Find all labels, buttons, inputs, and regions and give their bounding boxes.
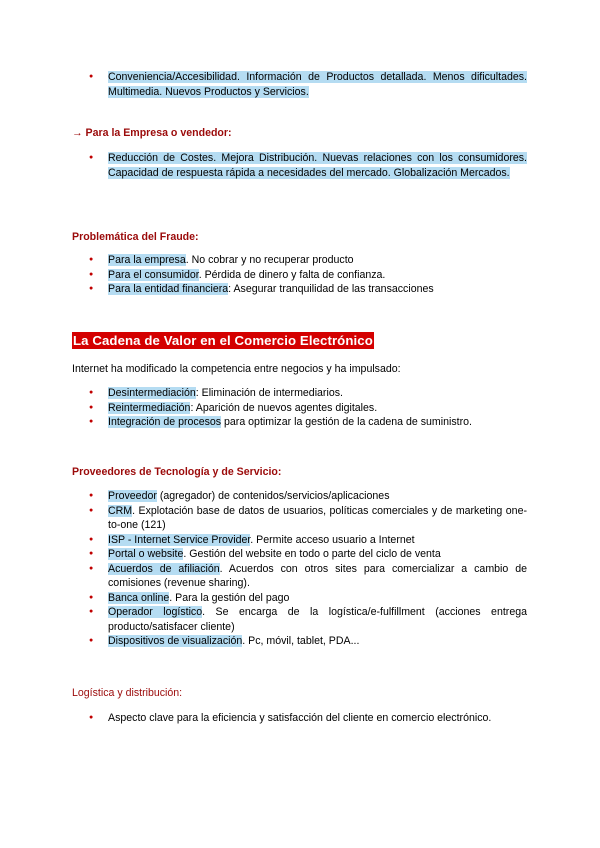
- item-text: : Aparición de nuevos agentes digitales.: [190, 401, 378, 414]
- list-item: [72, 268, 527, 283]
- highlighted-term: Dispositivos de visualización: [108, 635, 243, 647]
- item-text: Aspecto clave para la eficiencia y satisfacción del cliente en comercio electrónico.: [108, 712, 492, 724]
- list-item: [72, 489, 527, 504]
- item-text: . Se encarga de la logística/e-fulfillment (acciones entrega producto/satisfacer cliente): [108, 606, 527, 633]
- cadena-section-title: La Cadena de Valor en el Comercio Electrónico: [73, 333, 373, 348]
- highlighted-term: Desintermediación: [108, 387, 196, 399]
- list-item: [72, 504, 527, 533]
- highlighted-term: CRM: [108, 504, 133, 517]
- highlighted-term: Conveniencia/Accesibilidad. Información de Productos detallada. Menos dificultades. Multimedia. Nuevos Productos y Servicios.: [108, 71, 527, 98]
- item-text: . Acuerdos con otros sites para comercializar a cambio de comisiones (revenue sharing).: [108, 562, 527, 589]
- cadena-intro: Internet ha modificado la competencia entre negocios y ha impulsado:: [72, 363, 401, 375]
- item-text: . No cobrar y no recuperar producto: [185, 254, 354, 266]
- list-item: [72, 253, 527, 268]
- fraude-list: [72, 253, 527, 297]
- fraude-heading: Problemática del Fraude:: [72, 231, 199, 243]
- highlighted-term: Reducción de Costes. Mejora Distribución. Nuevas relaciones con los consumidores. Capacidad de respuesta rápida a necesidades del mercado. Globalización Mercados.: [108, 152, 527, 179]
- list-item: [72, 282, 527, 297]
- empresa-heading: → Para la Empresa o vendedor:: [72, 127, 232, 139]
- list-item: [72, 711, 527, 726]
- item-text: para optimizar la gestión de la cadena de suministro.: [221, 416, 472, 428]
- item-text: . Explotación base de datos de usuarios, políticas comerciales y de marketing one-to-one (121): [108, 504, 527, 531]
- highlighted-term: Para el consumidor: [108, 268, 199, 281]
- item-text: : Asegurar tranquilidad de las transacciones: [228, 283, 434, 295]
- list-item: [72, 591, 527, 606]
- list-item: [72, 533, 527, 548]
- list-item: [72, 634, 527, 649]
- item-text: . Pérdida de dinero y falta de confianza.: [198, 268, 386, 281]
- highlighted-term: Reintermediación: [108, 401, 191, 414]
- item-text: . Para la gestión del pago: [169, 591, 290, 604]
- logistica-list: [72, 711, 527, 726]
- list-item: [72, 547, 527, 562]
- highlighted-term: Para la entidad financiera: [108, 283, 229, 295]
- highlighted-term: Integración de procesos: [108, 416, 222, 428]
- logistica-heading: Logística y distribución:: [72, 687, 183, 699]
- item-text: . Gestión del website en todo o parte del ciclo de venta: [183, 548, 441, 560]
- consumer-benefits-list: [72, 70, 527, 99]
- list-item: [72, 415, 527, 430]
- list-item: [72, 562, 527, 591]
- highlighted-term: Proveedor: [108, 490, 157, 502]
- highlighted-term: Acuerdos de afiliación: [108, 562, 220, 575]
- list-item: [72, 386, 527, 401]
- list-item: [72, 605, 527, 634]
- highlighted-term: Para la empresa: [108, 254, 186, 266]
- proveedores-heading: Proveedores de Tecnología y de Servicio:: [72, 466, 282, 478]
- empresa-benefits-list: [72, 151, 527, 180]
- item-text: . Pc, móvil, tablet, PDA...: [242, 635, 360, 647]
- highlighted-term: Banca online: [108, 591, 170, 604]
- cadena-list: [72, 386, 527, 430]
- item-text: . Permite acceso usuario a Internet: [250, 533, 415, 546]
- item-text: (agregador) de contenidos/servicios/aplicaciones: [156, 490, 390, 502]
- proveedores-list: [72, 489, 527, 649]
- list-item: [72, 151, 527, 180]
- list-item: [72, 70, 527, 99]
- highlighted-term: Operador logístico: [108, 606, 203, 618]
- highlighted-term: Portal o website: [108, 548, 184, 560]
- item-text: : Eliminación de intermediarios.: [195, 387, 343, 399]
- highlighted-term: ISP - Internet Service Provider: [108, 533, 251, 546]
- list-item: [72, 401, 527, 416]
